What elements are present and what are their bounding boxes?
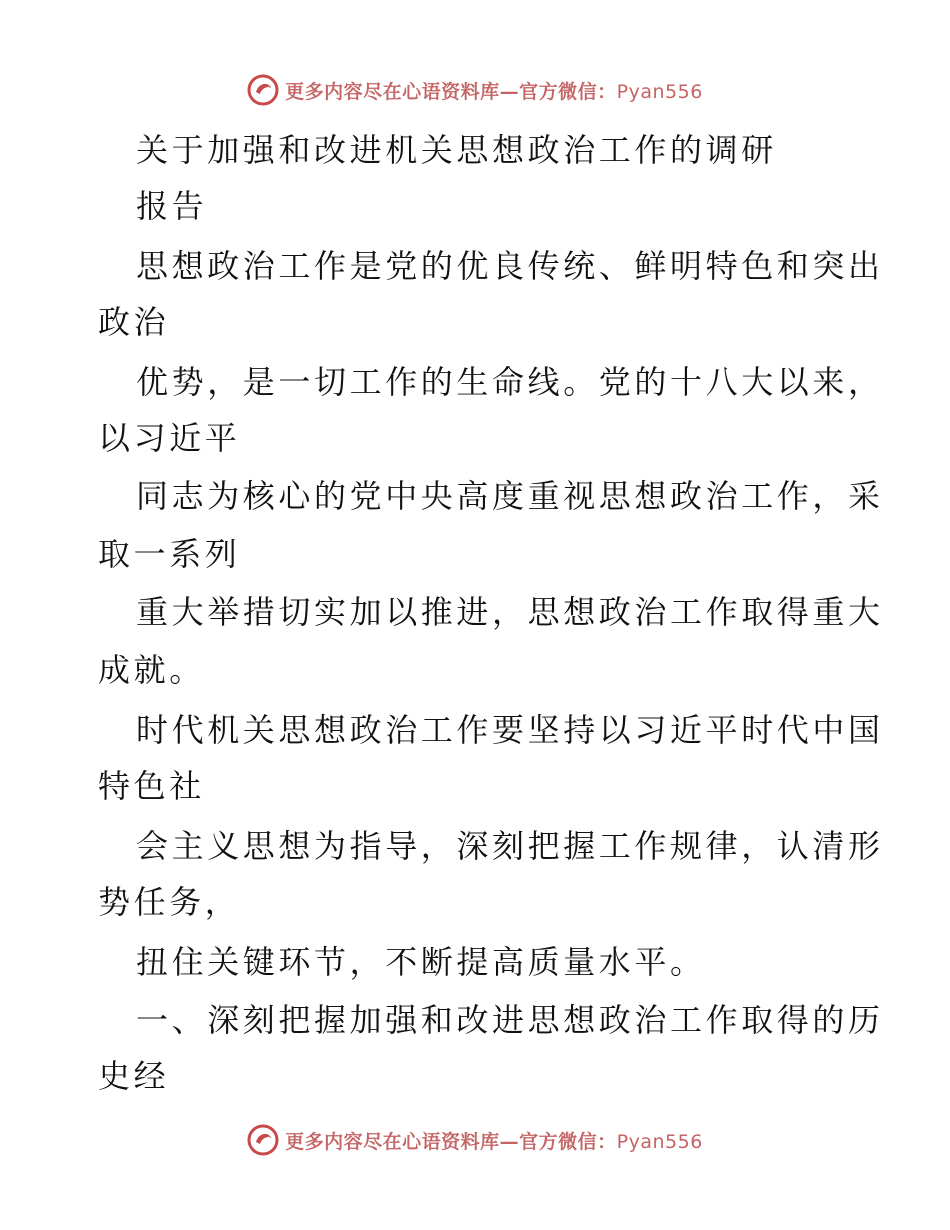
banner-text-cn: 更多内容尽在心语资料库—官方微信： — [285, 1130, 617, 1153]
document-title-line-1: 关于加强和改进机关思想政治工作的调研 — [136, 131, 777, 169]
paragraph-line: 思想政治工作是党的优良传统、鲜明特色和突出 — [136, 247, 884, 285]
paragraph-line: 势任务， — [98, 883, 241, 921]
banner-wechat-id: Pyan556 — [616, 1130, 703, 1153]
swirl-logo-icon — [247, 1124, 279, 1156]
swirl-logo-icon — [247, 74, 279, 106]
section-heading-line: 一、深刻把握加强和改进思想政治工作取得的历 — [136, 1001, 884, 1039]
paragraph-line: 成就。 — [98, 651, 205, 689]
paragraph-line: 时代机关思想政治工作要坚持以习近平时代中国 — [136, 711, 884, 749]
paragraph-line: 会主义思想为指导，深刻把握工作规律，认清形 — [136, 827, 884, 865]
paragraph-line: 取一系列 — [98, 535, 241, 573]
banner-text — [285, 1127, 703, 1154]
banner-text-cn: 更多内容尽在心语资料库—官方微信： — [285, 80, 617, 103]
banner-text — [285, 77, 703, 104]
footer-banner — [0, 1120, 950, 1160]
header-banner — [0, 70, 950, 110]
banner-wechat-id: Pyan556 — [616, 80, 703, 103]
document-title-line-2: 报告 — [136, 187, 208, 225]
section-heading-line: 史经 — [98, 1057, 170, 1095]
paragraph-line: 以习近平 — [98, 419, 241, 457]
paragraph-line: 重大举措切实加以推进，思想政治工作取得重大 — [136, 593, 884, 631]
paragraph-line: 特色社 — [98, 767, 205, 805]
paragraph-line: 政治 — [98, 303, 170, 341]
paragraph-line: 优势，是一切工作的生命线。党的十八大以来， — [136, 363, 884, 401]
paragraph-line: 同志为核心的党中央高度重视思想政治工作，采 — [136, 477, 884, 515]
paragraph-line: 扭住关键环节，不断提高质量水平。 — [136, 943, 706, 981]
